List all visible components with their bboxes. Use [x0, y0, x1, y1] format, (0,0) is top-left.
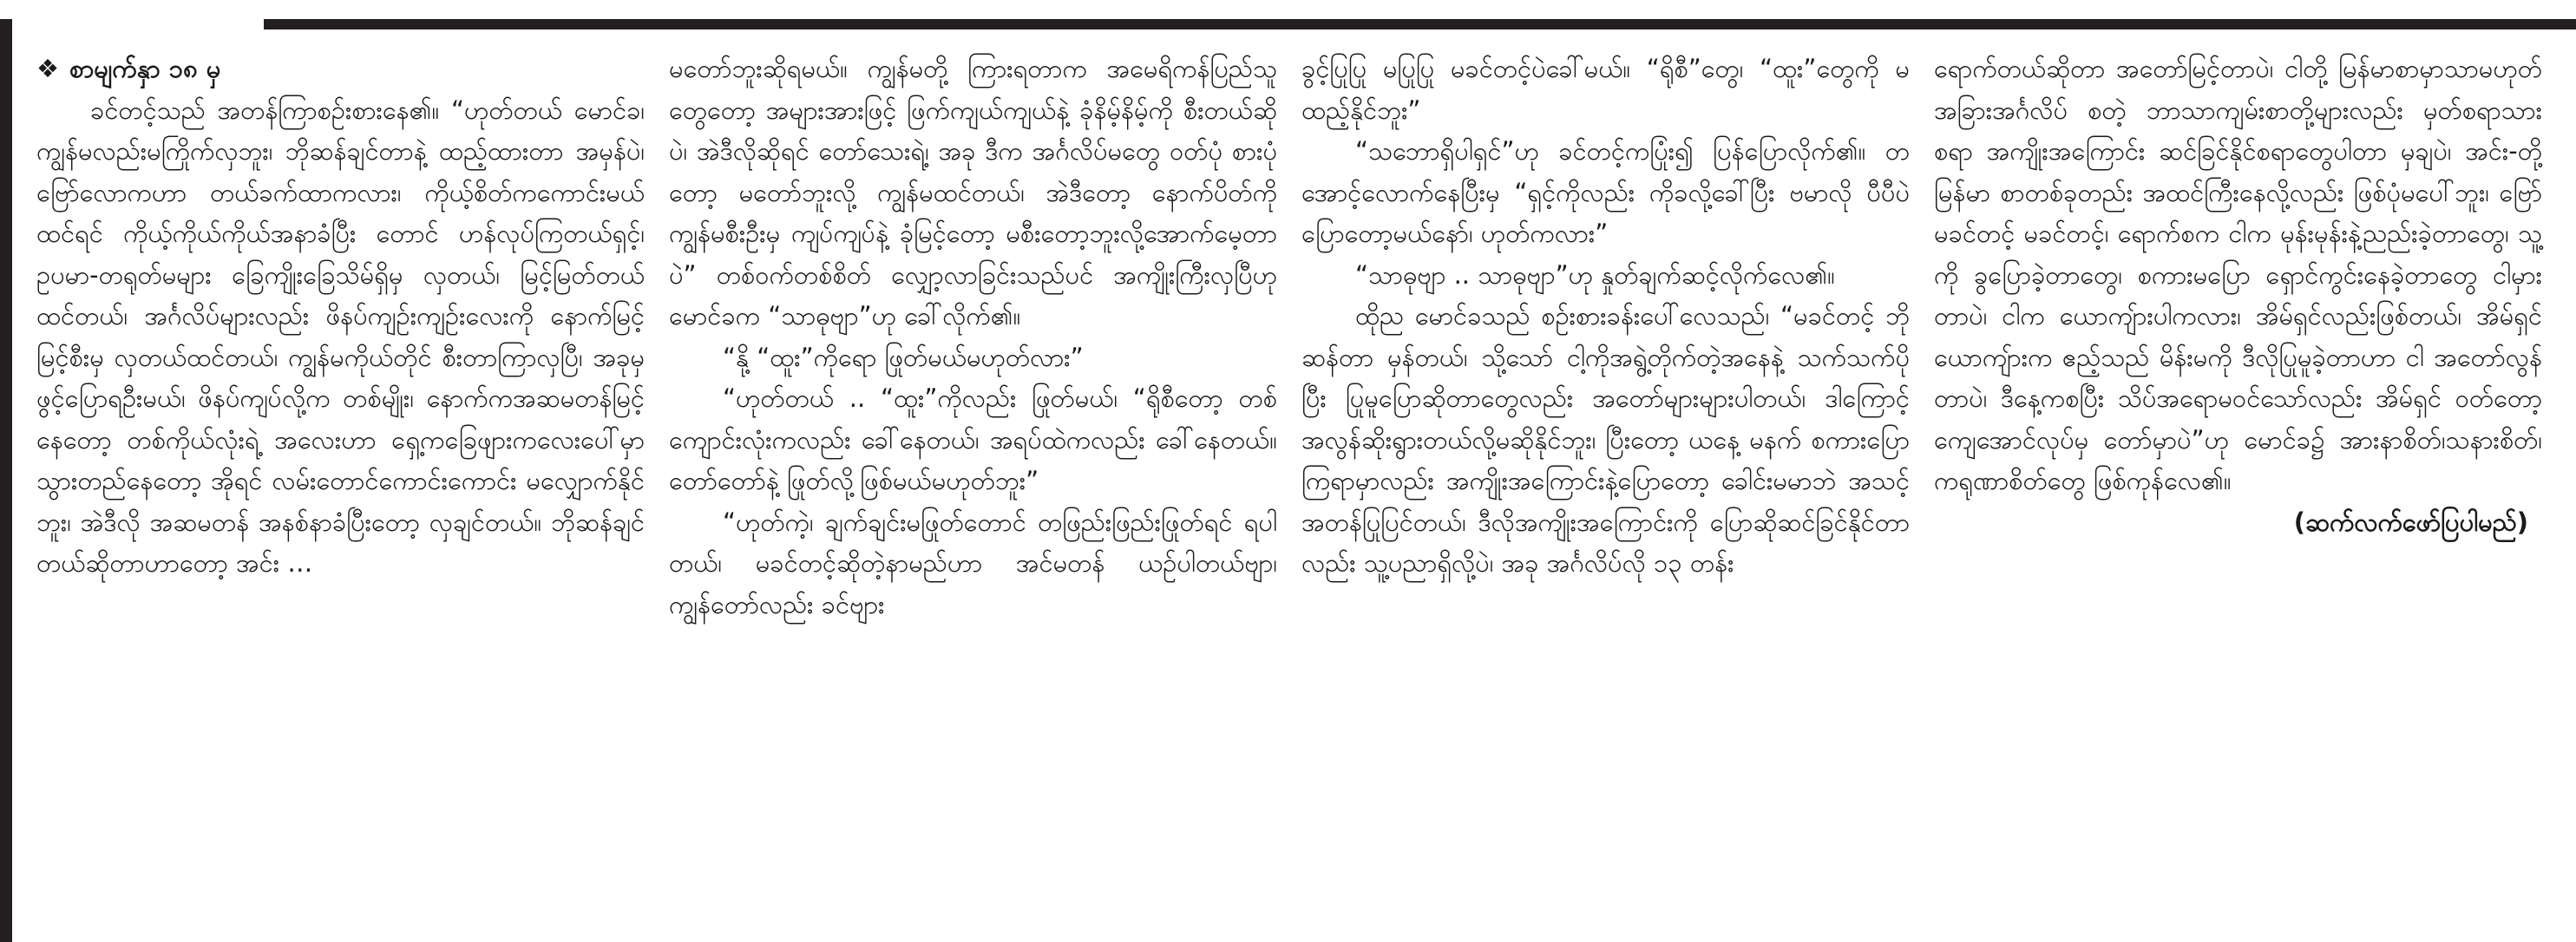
column-1 — [29, 49, 662, 933]
kicker-label: စာမျက်နှာ ၁၈ မှ — [69, 54, 221, 83]
paragraph: “နို့ “ထူး”ကိုရော ဖြုတ်မယ်မဟုတ်လား” — [723, 342, 1084, 372]
border-notch — [12, 19, 264, 29]
column-4 — [1927, 49, 2560, 933]
paragraph: ထိုည မောင်ခသည် စဉ်းစားခန်းပေါ်လေသည်၊ “မခင်တင့် ဘိုဆန်တာ မှန်တယ်၊ သို့သော် ငါ့ကိုအရွဲ့တိုက်တဲ့အနေနဲ့ သက်သက်ပိုပြီး ပြုမူပြောဆိုတာတွေလည်း အတော်များများပါတယ်၊ ဒါကြောင့် အလွန်ဆိုးရွားတယ်လို့မဆိုနိုင်ဘူး၊ ပြီးတော့ ယနေ့ မနက် စကားပြောကြရာမှာလည်း အကျိုးအကြောင်းနဲ့ပြောတော့ ခေါင်းမမာဘဲ အသင့်အတန်ပြုပြင်တယ်၊ ဒီလိုအကျိုးအကြောင်းကို ပြောဆိုဆင်ခြင်နိုင်တာလည်း သူ့ပညာရှိလို့ပဲ၊ အခု အင်္ဂလိပ်လို ၁၃ တန်း — [1301, 301, 1910, 578]
paragraph: ခွင့်ပြုပြု မပြုပြု မခင်တင့်ပဲခေါ်မယ်။ “ရိုစီ”တွေ၊ “ထူး”တွေကို မထည့်နိုင်ဘူး” — [1301, 54, 1910, 125]
continuation-kicker — [36, 49, 645, 90]
diamond-cluster-icon: ❖ — [36, 54, 59, 83]
top-border-rule — [0, 19, 2576, 29]
paragraph: ခင်တင့်သည် အတန်ကြာစဉ်းစားနေ၏။ “ဟုတ်တယ် မောင်ခ၊ ကျွန်မလည်းမကြိုက်လှဘူး၊ ဘိုဆန်ချင်တာနဲ့ ထည့်ထားတာ အမှန်ပဲ၊ ဗြော်လောကဟာ တယ်ခက်ထာကလား၊ ကိုယ့်စိတ်ကကောင်းမယ်ထင်ရင် ကိုယ့်ကိုယ်ကိုယ်အနာခံပြီး တောင် ဟန်လုပ်ကြတယ်ရှင့်၊ ဥပမာ-တရုတ်မများ ခြေကျိုးခြေသိမ်ရှိမှ လှတယ်၊ မြင့်မြတ်တယ် ထင်တယ်၊ အင်္ဂလိပ်များလည်း ဖိနပ်ကျဉ်းကျဉ်းလေးကို နောက်မြင့်မြင့်စီးမှ လှတယ်ထင်တယ်၊ ကျွန်မကိုယ်တိုင် စီးတာကြာလှပြီ၊ အခုမှ ဖွင့်ပြောရဦးမယ်၊ ဖိနပ်ကျပ်လို့က တစ်မျိုး၊ နောက်ကအဆမတန်မြင့်နေတော့ တစ်ကိုယ်လုံးရဲ့ အလေးဟာ ရှေ့ကခြေဖျားကလေးပေါ်မှာ သွားတည်နေတော့ အိုရင် လမ်းတောင်ကောင်းကောင်း မလျှောက်နိုင်ဘူး၊ အဲဒီလို အဆမတန် အနစ်နာခံပြီးတော့ လှချင်တယ်။ ဘိုဆန်ချင်တယ်ဆိုတာဟာတော့ အင်း … — [36, 95, 645, 578]
column-2 — [662, 49, 1295, 933]
article-body — [29, 49, 2561, 933]
left-border-rule — [0, 19, 12, 942]
paragraph: “သဘောရှိပါရှင်”ဟု ခင်တင့်ကပြုံး၍ ပြန်ပြောလိုက်၏။ တအောင့်လောက်နေပြီးမှ “ရှင့်ကိုလည်း ကိုခလို့ခေါ်ပြီး ဗမာလို ပီပီပဲပြောတော့မယ်နော်၊ ဟုတ်ကလား” — [1301, 136, 1910, 248]
paragraph: ရောက်တယ်ဆိုတာ အတော်မြင့်တာပဲ၊ ငါတို့ မြန်မာစာမှာသာမဟုတ် အခြားအင်္ဂလိပ် စတဲ့ ဘာသာကျမ်းစာတို့များလည်း မှတ်စရာသားစရာ အကျိုးအကြောင်း ဆင်ခြင်နိုင်စရာတွေပါတာ မှချပဲ၊ အင်း-တို့မြန်မာ စာတစ်ခုတည်း အထင်ကြီးနေလို့လည်း ဖြစ်ပုံမပေါ်ဘူး၊ ဗြော် မခင်တင့် မခင်တင့်၊ ရောက်စက ငါက မုန်းမုန်းနဲ့ညည်းခဲ့တာတွေ၊ သူ့ကို ခွပြောခဲ့တာတွေ၊ စကားမပြော ရှောင်ကွင်းနေခဲ့တာတွေ ငါမှားတာပဲ၊ ငါက ယောကျ်ားပါကလား၊ အိမ်ရှင်လည်းဖြစ်တယ်၊ အိမ်ရှင်ယောကျ်ားက ဧည့်သည် မိန်းမကို ဒီလိုပြုမူခဲ့တာဟာ ငါ အတော်လွန်တာပဲ၊ ဒီနေ့ကစပြီး သိပ်အရောမဝင်သော်လည်း အိမ်ရှင် ဝတ်တော့ကျေအောင်လုပ်မှ တော်မှာပဲ”ဟု မောင်ခ၌ အားနာစိတ်၊သနားစိတ်၊ကရုဏာစိတ်တွေ ဖြစ်ကုန်လေ၏။ — [1934, 54, 2542, 495]
paragraph: မတော်ဘူးဆိုရမယ်။ ကျွန်မတို့ ကြားရတာက အမေရိကန်ပြည်သူတွေတော့ အများအားဖြင့် ဖြက်ကျယ်ကျယ်နဲ့ ခုံနိမ့်နိမ့်ကို စီးတယ်ဆိုပဲ၊ အဲဒီလိုဆိုရင် တော်သေးရဲ့၊ အခု ဒီက အင်္ဂလိပ်မတွေ ဝတ်ပုံ စားပုံတော့ မတော်ဘူးလို့ ကျွန်မထင်တယ်၊ အဲဒီတော့ နောက်ပိတ်ကို ကျွန်မစီးဦးမှ ကျပ်ကျပ်နဲ့ ခုံမြင့်တော့ မစီးတော့ဘူးလို့အောက်မေ့တာပဲ” တစ်ဝက်တစ်စိတ် လျှော့လာခြင်းသည်ပင် အကျိုးကြီးလှပြီဟု မောင်ခက “သာဓုဗျာ”ဟု ခေါ်လိုက်၏။ — [669, 54, 1277, 330]
paragraph: “ဟုတ်တယ် .. “ထူး”ကိုလည်း ဖြုတ်မယ်၊ “ရိုစီတော့ တစ်ကျောင်းလုံးကလည်း ခေါ်နေတယ်၊ အရပ်ထဲကလည်း ခေါ်နေတယ်။ တော်တော်နဲ့ ဖြုတ်လို့ဖြစ်မယ်မဟုတ်ဘူး” — [669, 383, 1277, 495]
paragraph: “သာဓုဗျာ .. သာဓုဗျာ”ဟု နှုတ်ချက်ဆင့်လိုက်လေ၏။ — [1355, 259, 1835, 290]
column-3 — [1295, 49, 1927, 933]
paragraph: “ဟုတ်ကဲ့၊ ချက်ချင်းမဖြုတ်တောင် တဖြည်းဖြည်းဖြုတ်ရင် ရပါတယ်၊ မခင်တင့်ဆိုတဲ့နာမည်ဟာ အင်မတန် ယဉ်ပါတယ်ဗျာ၊ ကျွန်တော်လည်း ခင်ဗျား — [669, 507, 1277, 619]
to-be-continued-note: (ဆက်လက်ဖော်ပြပါမည်) — [2293, 507, 2528, 537]
